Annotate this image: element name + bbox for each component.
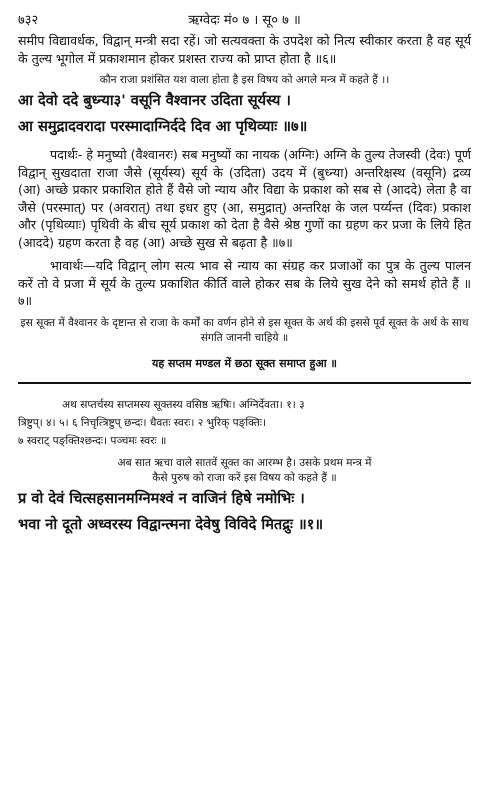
sukta-summary: इस सूक्त में वैश्वानर के दृष्टान्त से राजा के कर्मों का वर्णन होने से इस सूक्त के अर्थ की इससे पूर्व सूक्त के अर्थ के साथ संगति जाननी चाहिये ॥ bbox=[20, 316, 469, 344]
mantra-1-line-2: भवा नो दूतो अध्वरस्य विद्वान्त्मना देवेषु विविदे मितद्रुः ॥१॥ bbox=[18, 515, 324, 533]
section-divider bbox=[18, 382, 471, 384]
anukramani-line-1: अथ सप्तर्चस्य सप्तमस्य सूक्तस्य वसिष्ठ ऋषिः। अग्निर्देवता। १। ३ bbox=[62, 398, 305, 411]
bhavartha-paragraph: भावार्थः—यदि विद्वान् लोग सत्य भाव से न्याय का संग्रह कर प्रजाओं का पुत्र के तुल्य पालन करें तो वे प्रजा में सूर्य के तुल्य प्रकाशित कीर्ति वाले होकर सब के लिये सुख देने को समर्थ होते हैं ॥७॥ bbox=[18, 258, 471, 308]
page-number: ७३२ bbox=[18, 13, 39, 28]
mantra-7 bbox=[18, 88, 471, 140]
sukta-7-intro bbox=[18, 456, 471, 486]
anukramani-line-2: त्रिष्टुप्। ४। ५। ६ निचृत्त्रिष्टुप् छन्दः। धैवतः स्वरः। २ भुरिक् पङ्क्तिः। bbox=[18, 416, 266, 429]
padartha-paragraph: पदार्थः- हे मनुष्यो (वैश्वानरः) सब मनुष्यों का नायक (अग्निः) अग्नि के तुल्य तेजस्वी (देवः) पूर्ण विद्वान् सुखदाता राजा जैसे (सूर्यस्य) सूर्य के (उदिता) उदय में (बुध्न्या) अन्तरिक्षस्थ (वसूनि) द्रव्य (आ) अच्छे प्रकार प्रकाशित होते हैं वैसे जो न्याय और विद्या के प्रकाश को सब से (आददे) लेता है वा जैसे (परस्मात्) पर (अवरात्) तथा इधर हुए (आ, समुद्रात्) अन्तरिक्ष के जल पर्य्यन्त (दिवः) प्रकाश और (पृथिव्याः) पृथिवी के बीच सूर्य प्रकाश को देता है वैसे श्रेष्ठ गुणों का ग्रहण कर प्रजा के लिये हित (आददे) ग्रहण करता है वह (आ) अच्छे सुख से बढ़ता है ॥७॥ bbox=[18, 147, 471, 250]
mantra-7-line-2: आ समुद्रादवरादा परस्मादाग्निर्ददे दिव आ पृथिव्याः ॥७॥ bbox=[18, 118, 308, 135]
mantra-1-line-1: प्र वो देवं चित्सहसानमग्निमश्वं न वाजिनं हिषे नमोभिः । bbox=[18, 489, 305, 507]
top-paragraph: समीप विद्यावर्धक, विद्वान् मन्त्री सदा रहें। जो सत्यवक्ता के उपदेश को नित्य स्वीकार करता है वह सूर्य के तुल्य भूगोल में प्रकाशमान होकर प्रशस्त राज्य को प्राप्त होता है ॥६॥ bbox=[18, 33, 471, 66]
running-title: ऋग्वेदः मं० ७ । सू० ७ ॥ bbox=[188, 13, 301, 28]
mantra-7-intro: कौन राजा प्रशंसित यश वाला होता है इस विषय को अगले मन्त्र में कहते हैं ।। bbox=[99, 74, 390, 86]
page-header bbox=[18, 10, 471, 32]
anukramani-block bbox=[18, 396, 471, 450]
mantra-1 bbox=[18, 486, 471, 538]
sukta-7-intro-line-1: अब सात ऋचा वाले सातवें सूक्त का आरम्भ है। उसके प्रथम मन्त्र में bbox=[117, 456, 372, 469]
sukta-completion-line: यह सप्तम मण्डल में छठा सूक्त समाप्त हुआ ॥ bbox=[152, 356, 337, 370]
mantra-7-line-1: आ देवो ददे बुध्न्या३' वसूनि वैश्वानर उदिता सूर्यस्य । bbox=[18, 92, 291, 109]
anukramani-line-3: ७ स्वराट् पङ्क्तिश्छन्दः। पञ्चमः स्वरः ॥ bbox=[18, 434, 167, 447]
sukta-7-intro-line-2: कैसे पुरुष को राजा करें इस विषय को कहते हैं ॥ bbox=[152, 471, 337, 484]
